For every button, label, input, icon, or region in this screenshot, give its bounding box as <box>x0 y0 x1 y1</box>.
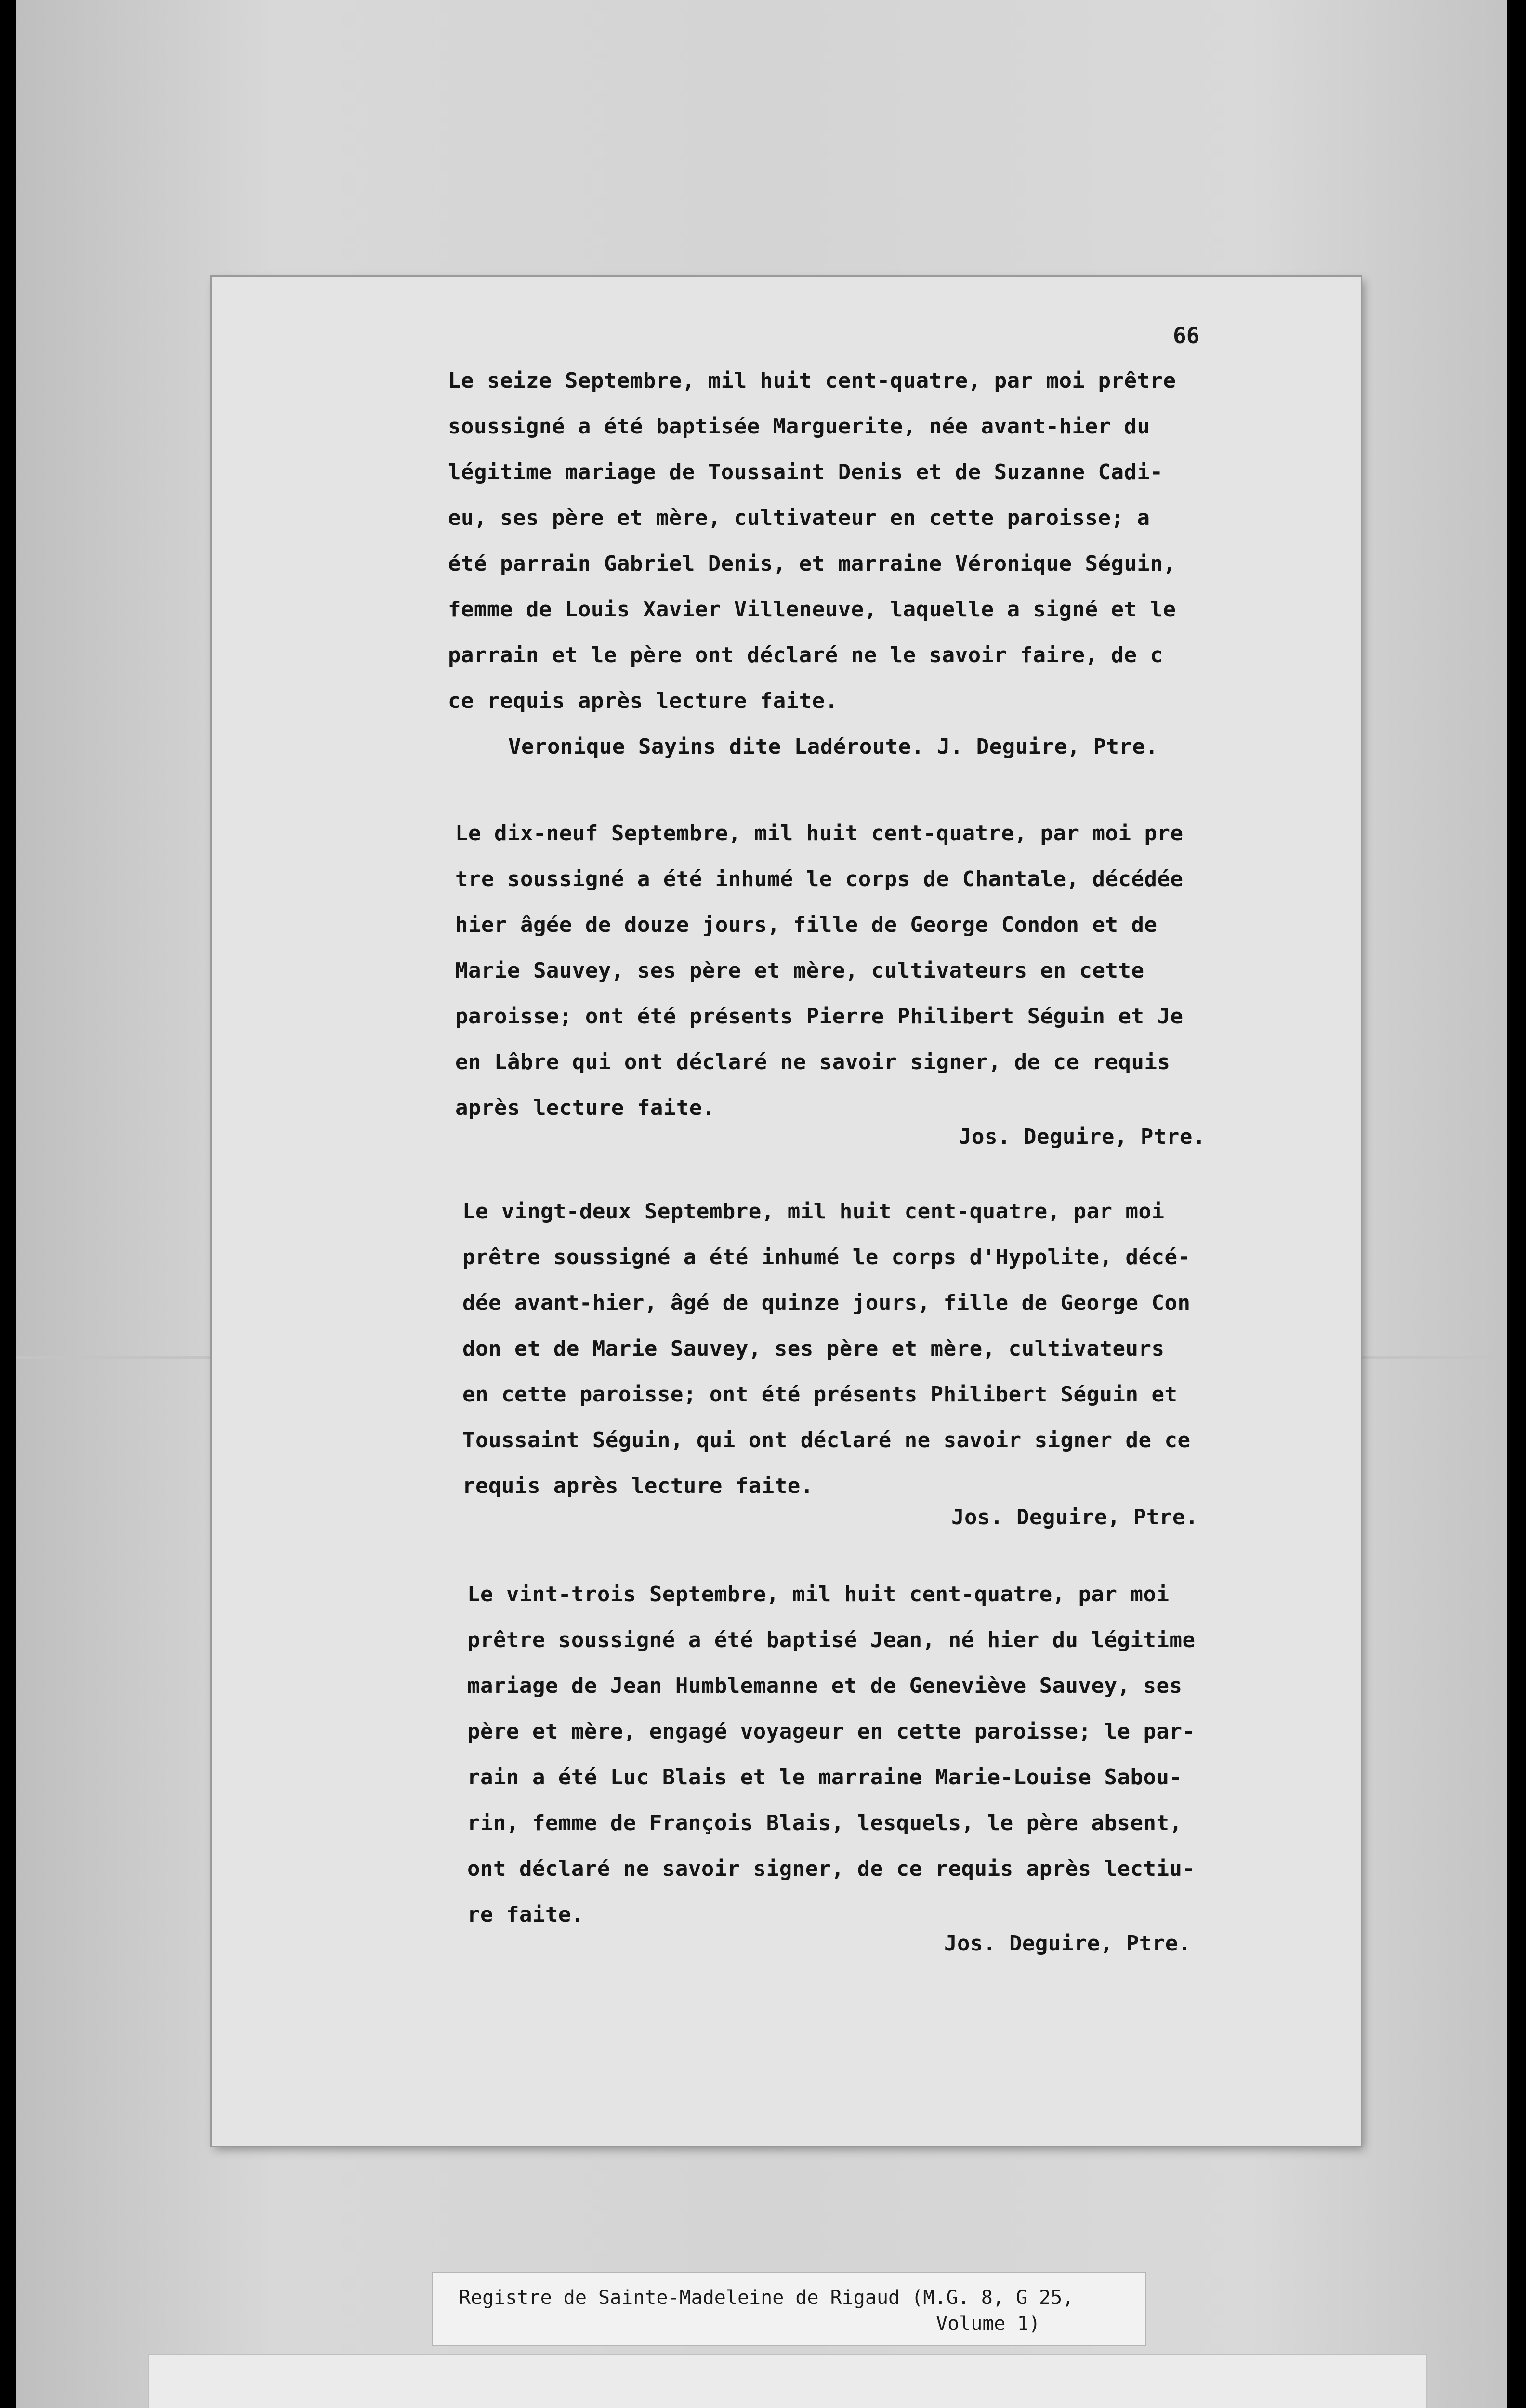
entry-line: rain a été Luc Blais et le marraine Marie-Louise Sabou- <box>467 1765 1183 1790</box>
entry-line: mariage de Jean Humblemanne et de Geneviève Sauvey, ses <box>467 1674 1183 1698</box>
signature-line: Jos. Deguire, Ptre. <box>944 1931 1191 1956</box>
signature-line: Veronique Sayins dite Ladéroute. J. Deguire, Ptre. <box>508 734 1158 759</box>
entry-line: Marie Sauvey, ses père et mère, cultivateurs en cette <box>455 958 1144 983</box>
entry-line: ce requis après lecture faite. <box>448 689 838 713</box>
archive-card <box>149 2355 1426 2408</box>
entry-line: légitime mariage de Toussaint Denis et de Suzanne Cadi- <box>448 460 1163 484</box>
film-edge-right <box>1507 0 1526 2408</box>
entry-line: requis après lecture faite. <box>462 1474 814 1498</box>
entry-line: parrain et le père ont déclaré ne le savoir faire, de c <box>448 643 1163 667</box>
entry-line: paroisse; ont été présents Pierre Philibert Séguin et Je <box>455 1004 1184 1029</box>
signature-line: Jos. Deguire, Ptre. <box>951 1505 1198 1530</box>
entry-line: don et de Marie Sauvey, ses père et mère, cultivateurs <box>462 1336 1165 1361</box>
entry-line: eu, ses père et mère, cultivateur en cette paroisse; a <box>448 506 1150 530</box>
signature-line: Jos. Deguire, Ptre. <box>959 1125 1206 1149</box>
entry-line: prêtre soussigné a été inhumé le corps d'Hypolite, décé- <box>462 1245 1191 1269</box>
entry-line: en cette paroisse; ont été présents Philibert Séguin et <box>462 1382 1178 1407</box>
entry-line: Toussaint Séguin, qui ont déclaré ne savoir signer de ce <box>462 1428 1191 1453</box>
caption-strip <box>433 2273 1145 2345</box>
entry-line: après lecture faite. <box>455 1096 715 1120</box>
entry-line: Le vint-trois Septembre, mil huit cent-quatre, par moi <box>467 1582 1170 1607</box>
entry-line: re faite. <box>467 1902 584 1927</box>
entry-line: femme de Louis Xavier Villeneuve, laquelle a signé et le <box>448 597 1176 622</box>
entry-line: soussigné a été baptisée Marguerite, née avant-hier du <box>448 414 1150 439</box>
entry-line: Le seize Septembre, mil huit cent-quatre, par moi prêtre <box>448 368 1176 393</box>
entry-line: Le dix-neuf Septembre, mil huit cent-quatre, par moi pre <box>455 821 1184 846</box>
entry-line: père et mère, engagé voyageur en cette paroisse; le par- <box>467 1719 1196 1744</box>
entry-line: ont déclaré ne savoir signer, de ce requis après lectiu- <box>467 1857 1196 1881</box>
caption-line-2: Volume 1) <box>936 2313 1040 2335</box>
entry-line: hier âgée de douze jours, fille de George Condon et de <box>455 913 1158 937</box>
entry-line: rin, femme de François Blais, lesquels, le père absent, <box>467 1811 1183 1835</box>
entry-line: tre soussigné a été inhumé le corps de Chantale, décédée <box>455 867 1184 891</box>
entry-line: été parrain Gabriel Denis, et marraine Véronique Séguin, <box>448 551 1176 576</box>
entry-line: en Lâbre qui ont déclaré ne savoir signer, de ce requis <box>455 1050 1171 1074</box>
entry-line: prêtre soussigné a été baptisé Jean, né hier du légitime <box>467 1628 1196 1652</box>
entry-line: Le vingt-deux Septembre, mil huit cent-quatre, par moi <box>462 1199 1165 1224</box>
caption-line-1: Registre de Sainte-Madeleine de Rigaud (M.G. 8, G 25, <box>459 2287 1074 2309</box>
page-number: 66 <box>1173 323 1200 349</box>
entry-line: dée avant-hier, âgé de quinze jours, fille de George Con <box>462 1291 1191 1315</box>
film-edge-left <box>0 0 16 2408</box>
